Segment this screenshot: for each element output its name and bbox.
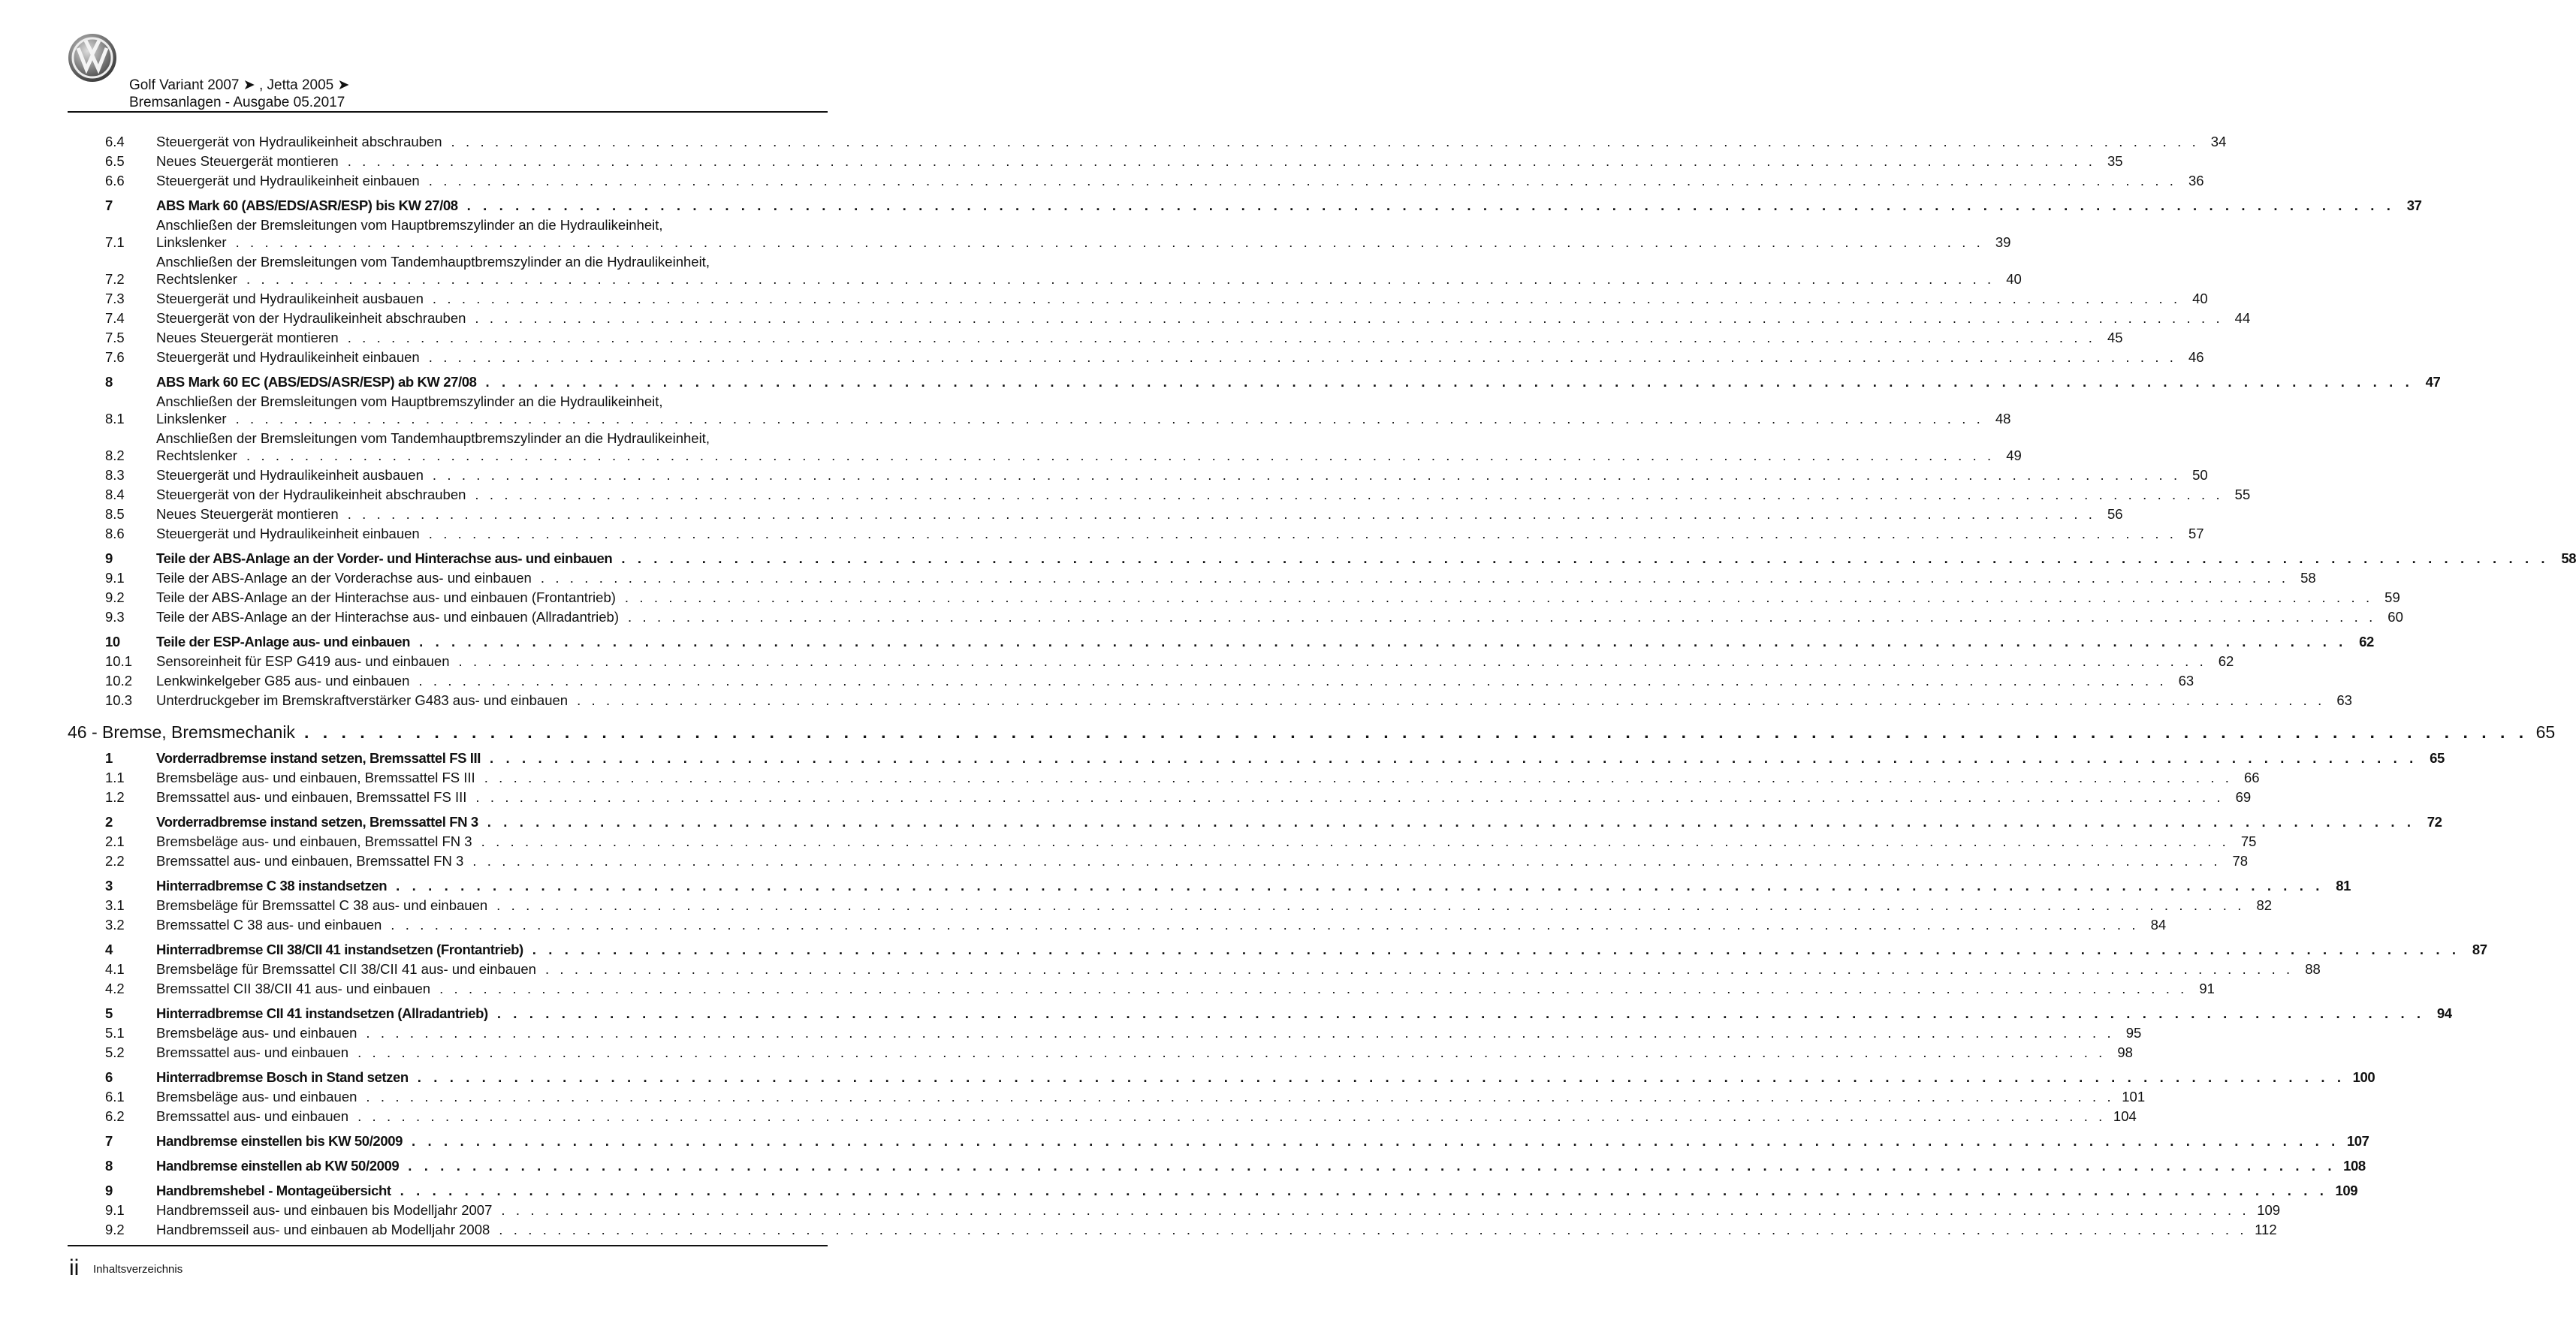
dot-leader: . . . . . . . . . . . . . . . . . . . . . . . . . . . . . . . . . . . . . . . . . . . . . . . . . . . . . . . . . . . . . . . . . . . . . . . . . . . . . . . . . . . . . . . . . . . . . . . . . . . . . . . . . . . . . . . . . . . . . . . . bbox=[532, 942, 2460, 957]
footer-title: Inhaltsverzeichnis bbox=[93, 1263, 183, 1276]
toc-entry[interactable] bbox=[105, 832, 2257, 851]
entry-title: Vorderradbremse instand setzen, Bremssattel FS III bbox=[156, 750, 481, 766]
dot-leader: . . . . . . . . . . . . . . . . . . . . . . . . . . . . . . . . . . . . . . . . . . . . . . . . . . . . . . . . . . . . . . . . . . . . . . . . . . . . . . . . . . . . . . . . . . . . . . . . . . . . . . . . . . . . . . . . . . . . . . . . bbox=[408, 1158, 2336, 1174]
toc-entry[interactable] bbox=[105, 979, 2215, 999]
dot-leader: . . . . . . . . . . . . . . . . . . . . . . . . . . . . . . . . . . . . . . . . . . . . . . . . . . . . . . . . . . . . . . . . . . . . . . . . . . . . . . . . . . . . . . . . . . . . . . . . . . . . . . . . . . . . . . . . . . . . . . . . bbox=[357, 1108, 2106, 1124]
toc-entry[interactable] bbox=[105, 768, 2260, 788]
entry-number: 6 bbox=[105, 1069, 113, 1085]
entry-title: Unterdruckgeber im Bremskraftverstärker G483 aus- und einbauen bbox=[156, 692, 569, 708]
toc-entry[interactable] bbox=[105, 1156, 2366, 1176]
dot-leader: . . . . . . . . . . . . . . . . . . . . . . . . . . . . . . . . . . . . . . . . . . . . . . . . . . . . . . . . . . . . . . . . . . . . . . . . . . . . . . . . . . . . . . . . . . . . . . . . . . . . . . . . . . . . . . . . . . . . . . . . bbox=[246, 448, 1995, 463]
entry-number: 10.3 bbox=[105, 692, 133, 708]
entry-number: 9.3 bbox=[105, 609, 125, 625]
toc-entry[interactable] bbox=[105, 915, 2167, 935]
dot-leader: . . . . . . . . . . . . . . . . . . . . . . . . . . . . . . . . . . . . . . . . . . . . . . . . . . . . . . . . . . . . . . . . . . . . . . . . . . . . . . . . . . . . . . . . . . . . . . . . . . . . . . . . . . . . . . . . . . . . . . . . bbox=[432, 291, 2181, 306]
toc-entry[interactable] bbox=[105, 328, 2123, 348]
dot-leader: . . . . . . . . . . . . . . . . . . . . . . . . . . . . . . . . . . . . . . . . . . . . . . . . . . . . . . . . . . . . . . . . . . . . . . . . . . . . . . . . . . . . . . . . . . . . . . . . . . . . . . . . . . . . . . . . . . . . . . . . bbox=[481, 833, 2230, 849]
entry-page: 49 bbox=[2006, 448, 2022, 463]
entry-title: Teile der ESP-Anlage aus- und einbauen bbox=[156, 634, 411, 649]
entry-page: 107 bbox=[2346, 1133, 2369, 1149]
toc-entry[interactable] bbox=[105, 309, 2251, 328]
page-number: ii bbox=[69, 1255, 80, 1280]
dot-leader: . . . . . . . . . . . . . . . . . . . . . . . . . . . . . . . . . . . . . . . . . . . . . . . . . . . . . . . . . . . . . . . . . . . . . . . . . . . . . . . . . . . . . . . . . . . . . . . . . . . . . . . . . . . . . . . . . . . . . . . . bbox=[490, 750, 2418, 766]
toc-entry[interactable] bbox=[105, 1181, 2358, 1201]
entry-title: Hinterradbremse C 38 instandsetzen bbox=[156, 878, 388, 894]
dot-leader: . . . . . . . . . . . . . . . . . . . . . . . . . . . . . . . . . . . . . . . . . . . . . . . . . . . . . . . . . . . . . . . . . . . . . . . . . . . . . . . . . . . . . . . . . . . . . . . . . . . . . . . . . . . . . . . . . . . . . . . . bbox=[487, 814, 2415, 830]
entry-number: 4 bbox=[105, 942, 113, 957]
entry-page: 63 bbox=[2178, 673, 2194, 689]
entry-number: 8 bbox=[105, 1158, 113, 1174]
dot-leader: . . . . . . . . . . . . . . . . . . . . . . . . . . . . . . . . . . . . . . . . . . . . . . . . . . . . . . . . . . . . . . . . . . . . . . . . . . . . . . . . . . . . . . . . . . . . . . . . . . . . . . . . . . . . . . . . . . . . . . . . bbox=[577, 692, 2325, 708]
entry-page: 81 bbox=[2336, 878, 2351, 894]
dot-leader: . . . . . . . . . . . . . . . . . . . . . . . . . . . . . . . . . . . . . . . . . . . . . . . . . . . . . . . . . . . . . . . . . . . . . . . . . . . . . . . . . . . . . . . . . . . . . . . . . . . . . . . . . . . . . . . . . . . . . . . . bbox=[475, 487, 2224, 502]
entry-title: Handbremse einstellen bis KW 50/2009 bbox=[156, 1133, 403, 1149]
entry-page: 60 bbox=[2387, 609, 2403, 625]
entry-page: 35 bbox=[2107, 153, 2123, 169]
entry-number: 1.1 bbox=[105, 770, 125, 785]
toc-entry[interactable] bbox=[105, 568, 2316, 588]
toc-entry[interactable] bbox=[105, 1004, 2452, 1023]
toc-entry[interactable] bbox=[105, 1107, 2137, 1126]
entry-number: 2.2 bbox=[105, 853, 125, 869]
entry-title: Steuergerät von Hydraulikeinheit abschrauben bbox=[156, 134, 442, 149]
entry-number: 8.3 bbox=[105, 467, 125, 483]
dot-leader: . . . . . . . . . . . . . . . . . . . . . . . . . . . . . . . . . . . . . . . . . . . . . . . . . . . . . . . . . . . . . . . . . . . . . . . . . . . . . . . . . . . . . . . . . . . . . . . . . . . . . . . . . . . . . . . . . . . . . . . . bbox=[451, 134, 2200, 149]
toc-entry[interactable] bbox=[105, 876, 2351, 896]
dot-leader: . . . . . . . . . . . . . . . . . . . . . . . . . . . . . . . . . . . . . . . . . . . . . . . . . . . . . . . . . . . . . . . . . . . . . . . . . . . . . . . . . . . . . . . . . . . . . . . . . . . . . . . . . . . . . . . . . . . . . . . . bbox=[396, 878, 2324, 894]
toc-entry[interactable] bbox=[105, 252, 2022, 289]
toc-entry[interactable] bbox=[105, 788, 2252, 807]
toc-entry[interactable] bbox=[105, 466, 2208, 485]
toc-entry[interactable] bbox=[105, 485, 2251, 505]
entry-number: 7.1 bbox=[105, 234, 125, 250]
entry-title: Neues Steuergerät montieren bbox=[156, 330, 339, 345]
dot-leader: . . . . . . . . . . . . . . . . . . . . . . . . . . . . . . . . . . . . . . . . . . . . . . . . . . . . . . . . . . . . . . . . . . . . . . . . . . . . . . . . . . . . . . . . . . . . . . . . . . . . . . . . . . . . . . . . . . . . . . . . bbox=[544, 961, 2294, 977]
entry-number: 7 bbox=[105, 1133, 113, 1149]
dot-leader: . . . . . . . . . . . . . . . . . . . . . . . . . . . . . . . . . . . . . . . . . . . . . . . . . . . . . . . . . . . . . . . . . . . . . . . . . . . . . . . . . . . . . . . . . . . . . . . . . . . . . . . . . . . . . . . . . . . . . . . . bbox=[366, 1025, 2115, 1041]
toc-entry[interactable] bbox=[105, 1043, 2133, 1062]
entry-page: 62 bbox=[2218, 653, 2234, 669]
toc-entry[interactable] bbox=[105, 1023, 2142, 1043]
entry-title: Steuergerät und Hydraulikeinheit einbauen bbox=[156, 349, 420, 365]
entry-page: 84 bbox=[2150, 917, 2167, 933]
entry-title: Bremssattel aus- und einbauen bbox=[156, 1044, 349, 1060]
dot-leader: . . . . . . . . . . . . . . . . . . . . . . . . . . . . . . . . . . . . . . . . . . . . . . . . . . . . . . . . . . . . . . . . . . . . . . . . . . . . . . . . . . . . . . . . . . . . . . . . . . . . . . . . . . . . . . . . . . . . . . . . bbox=[496, 1005, 2425, 1021]
toc-entry[interactable] bbox=[105, 812, 2442, 832]
entry-title-line1: Anschließen der Bremsleitungen vom Tandemhauptbremszylinder an die Hydraulikeinheit, bbox=[156, 430, 710, 446]
entry-number: 3.1 bbox=[105, 897, 125, 913]
entry-page: 63 bbox=[2336, 692, 2352, 708]
entry-title: 46 - Bremse, Bremsmechanik bbox=[68, 722, 295, 742]
toc-entry[interactable] bbox=[105, 960, 2321, 979]
toc-entry[interactable] bbox=[105, 549, 2576, 568]
entry-number: 6.5 bbox=[105, 153, 125, 169]
dot-leader: . . . . . . . . . . . . . . . . . . . . . . . . . . . . . . . . . . . . . . . . . . . . . . . . . . . . . . . . . . . . . . . . . . . . . . . . . . . . . . . . . . . . . . . . . . . . . . . . . . . . . . . . . . . . . . . . . . . . . . . . bbox=[418, 673, 2167, 689]
entry-number: 1.2 bbox=[105, 789, 125, 805]
dot-leader: . . . . . . . . . . . . . . . . . . . . . . . . . . . . . . . . . . . . . . . . . . . . . . . . . . . . . . . . . . . . . . . . . . . . . . . . . . . . . . . . . . . . . . . . . . . . . . . . . . . . . . . . . . . . . . . . . . . . . . . . bbox=[475, 789, 2225, 805]
entry-title: Sensoreinheit für ESP G419 aus- und einbauen bbox=[156, 653, 450, 669]
dot-leader: . . . . . . . . . . . . . . . . . . . . . . . . . . . . . . . . . . . . . . . . . . . . . . . . . . . . . . . . . . . . . . . . . . . . . . . . . . . . . . . . . . . . . . . . . . . . . . . . . . . . . . . . . . . . . . . . . . . . . . . . bbox=[432, 467, 2181, 483]
entry-title: Bremsbeläge aus- und einbauen bbox=[156, 1089, 357, 1105]
toc-entry[interactable] bbox=[105, 652, 2234, 671]
entry-title: Rechtslenker bbox=[156, 271, 237, 287]
toc-entry[interactable] bbox=[105, 607, 2403, 627]
entry-page: 69 bbox=[2235, 789, 2252, 805]
entry-title: Rechtslenker bbox=[156, 448, 237, 463]
document-header bbox=[129, 77, 349, 111]
entry-page: 48 bbox=[1995, 411, 2011, 426]
entry-title: Neues Steuergerät montieren bbox=[156, 153, 339, 169]
dot-leader: . . . . . . . . . . . . . . . . . . . . . . . . . . . . . . . . . . . . . . . . . . . . . . . . . . . . . . . . . . . . . . . . . . . . . . . . . . . . . . . . . . . . . . . . . . . . . . . . . . . . . . . . . . . . . . . . . . . . . . . . bbox=[428, 526, 2177, 541]
toc-entry[interactable] bbox=[105, 505, 2123, 524]
toc-entry[interactable] bbox=[105, 1087, 2146, 1107]
dot-leader: . . . . . . . . . . . . . . . . . . . . . . . . . . . . . . . . . . . . . . . . . . . . . . . . . . . . . . . . . . . . . . . . . . . . . . . . . . . . . . . . . . . . . . . . . . . . . . . . . . . . . . . . . . . . . . . . . . . . . . . . bbox=[419, 634, 2347, 649]
entry-title: Steuergerät von der Hydraulikeinheit abschrauben bbox=[156, 487, 466, 502]
entry-number: 7 bbox=[105, 197, 113, 213]
entry-page: 112 bbox=[2255, 1222, 2277, 1237]
entry-number: 2 bbox=[105, 814, 113, 830]
entry-title: Hinterradbremse Bosch in Stand setzen bbox=[156, 1069, 409, 1085]
dot-leader: . . . . . . . . . . . . . . . . . . . . . . . . . . . . . . . . . . . . . . . . . . . . . . . . . . . . . . . . . . . . . . . . . . . . . . . . . . . . . . . . . . . . . . . . . . . . . . . . . . . . . . . . . . . . . . . . . . . . . . . . bbox=[400, 1183, 2328, 1198]
toc-entry[interactable] bbox=[105, 691, 2352, 710]
entry-page: 37 bbox=[2406, 197, 2422, 213]
entry-title: Steuergerät und Hydraulikeinheit einbauen bbox=[156, 526, 420, 541]
dot-leader: . . . . . . . . . . . . . . . . . . . . . . . . . . . . . . . . . . . . . . . . . . . . . . . . . . . . . . . . . . . . . . . . . . . . . . . . . . . . . . . . . . . . . . . . . . . . . . . . . . . . . . . . . . . . . . . . . . . . . . . . bbox=[624, 589, 2373, 605]
toc-entry[interactable] bbox=[105, 152, 2123, 171]
entry-page: 82 bbox=[2256, 897, 2273, 913]
entry-title: Teile der ABS-Anlage an der Hinterachse aus- und einbauen (Frontantrieb) bbox=[156, 589, 616, 605]
dot-leader: . . . . . . . . . . . . . . . . . . . . . . . . . . . . . . . . . . . . . . . . . . . . . . . . . . . . . . . . . . . . . . . . . . . . . . . . . . . . . . . . . . . . . . . . . . . . . . . . . . . . . . . . . . . . . . . . . . . . . . . . bbox=[347, 506, 2096, 522]
entry-title: Bremsbeläge für Bremssattel CII 38/CII 41 aus- und einbauen bbox=[156, 961, 536, 977]
entry-title: Bremsbeläge aus- und einbauen, Bremssattel FN 3 bbox=[156, 833, 472, 849]
dot-leader: . . . . . . . . . . . . . . . . . . . . . . . . . . . . . . . . . . . . . . . . . . . . . . . . . . . . . . . . . . . . . . . . . . . . . . . . . . . . . . . . . . . . . . . . . . . . . . . . . . . . . . . . . . . . . . . . . . . . . . . . bbox=[501, 1202, 2250, 1218]
entry-page: 62 bbox=[2359, 634, 2374, 649]
entry-title: Bremsbeläge aus- und einbauen, Bremssattel FS III bbox=[156, 770, 475, 785]
toc-entry[interactable] bbox=[105, 1201, 2281, 1220]
entry-page: 65 bbox=[2535, 722, 2556, 742]
entry-number: 8.2 bbox=[105, 448, 125, 463]
toc-entry[interactable] bbox=[105, 588, 2400, 607]
entry-page: 40 bbox=[2192, 291, 2208, 306]
toc-entry[interactable] bbox=[105, 348, 2204, 367]
entry-title: Linkslenker bbox=[156, 411, 227, 426]
dot-leader: . . . . . . . . . . . . . . . . . . . . . . . . . . . . . . . . . . . . . . . . . . . . . . . . . . . . . . . . . . . . . . . . . . . . . . . . . . . . . . . . . . . . . . . . . . . . . . . . . . . . . . . . . . . . . . . . . . . . . . . . bbox=[485, 374, 2414, 390]
entry-page: 45 bbox=[2107, 330, 2123, 345]
entry-title: Bremssattel C 38 aus- und einbauen bbox=[156, 917, 382, 933]
entry-title: Steuergerät und Hydraulikeinheit einbauen bbox=[156, 173, 420, 188]
entry-number: 4.1 bbox=[105, 961, 125, 977]
entry-page: 100 bbox=[2352, 1069, 2375, 1085]
header-edition: Bremsanlagen - Ausgabe 05.2017 bbox=[129, 95, 345, 110]
entry-number: 9.1 bbox=[105, 1202, 125, 1218]
entry-title: Bremssattel aus- und einbauen bbox=[156, 1108, 349, 1124]
entry-title: Linkslenker bbox=[156, 234, 227, 250]
entry-number: 7.3 bbox=[105, 291, 125, 306]
header-rule bbox=[68, 111, 828, 113]
entry-page: 57 bbox=[2188, 526, 2204, 541]
dot-leader: . . . . . . . . . . . . . . . . . . . . . . . . . . . . . . . . . . . . . . . . . . . . . . . . . . . . . . . . . . . . . . . . . . . . . . . . . . . . . . . . . . . . . . . . . . . . . . . . . . . . . . . . . . . . . . . . . . . . . . . . bbox=[628, 609, 2376, 625]
vw-logo bbox=[68, 33, 117, 83]
entry-number: 6.1 bbox=[105, 1089, 125, 1105]
dot-leader: . . . . . . . . . . . . . . . . . . . . . . . . . . . . . . . . . . . . . . . . . . . . . . . . . . . . . . . . . . . . . . . . . . . . . . . . . . . . . . . . . . . . . . . . . . . . . . . . . . . . . . . . . . . . . . . . . . . . . . . . bbox=[466, 197, 2395, 213]
entry-title-line1: Anschließen der Bremsleitungen vom Hauptbremszylinder an die Hydraulikeinheit, bbox=[156, 393, 663, 409]
entry-title: Bremssattel aus- und einbauen, Bremssattel FS III bbox=[156, 789, 467, 805]
dot-leader: . . . . . . . . . . . . . . . . . . . . . . . . . . . . . . . . . . . . . . . . . . . . . . . . . . . . . . . . . . . . . . . . . . . . . . . . . . . . . . . . . . . . . . . . . . . . . . . . . . . . . . . . . . . . . . . . . . . . . . . . bbox=[347, 153, 2096, 169]
dot-leader: . . . . . . . . . . . . . . . . . . . . . . . . . . . . . . . . . . . . . . . . . . . . . . . . . . . . . . . . . . . . . . . . . . . . . . . . . . . . . . . . . . . . . . . . . . . . . . . . . . . . . . . . . . . . . . . . . . . . . . . . bbox=[484, 770, 2233, 785]
toc-entry[interactable] bbox=[105, 749, 2445, 768]
dot-leader: . . . . . . . . . . . . . . . . . . . . . . . . . . . . . . . . . . . . . . . . . . . . . . . . . . . . . . . . . . . . . . . . . . . . . . . . . . . . . . . . . . . . . . . . . . . . . . . . . . . . . . . . . . . . . . . . . . . . . . . . bbox=[428, 349, 2177, 365]
entry-number: 9.1 bbox=[105, 570, 125, 586]
toc-entry[interactable] bbox=[105, 1132, 2369, 1151]
entry-number: 6.2 bbox=[105, 1108, 125, 1124]
entry-number: 5.1 bbox=[105, 1025, 125, 1041]
dot-leader: . . . . . . . . . . . . . . . . . . . . . . . . . . . . . . . . . . . . . . . . . . . . . . . . . . . . . . . . . . . . . . . . . . . . . . . . . . . . . . . . . . . . . . . . . . . . . . . . . . . . . . . . . . . . . . . . . . . . . . . . bbox=[439, 981, 2188, 996]
toc-entry[interactable] bbox=[105, 392, 2011, 429]
entry-number: 9.2 bbox=[105, 589, 125, 605]
entry-page: 88 bbox=[2305, 961, 2321, 977]
entry-page: 104 bbox=[2113, 1108, 2137, 1124]
entry-title: Bremsbeläge für Bremssattel C 38 aus- und einbauen bbox=[156, 897, 488, 913]
entry-page: 58 bbox=[2300, 570, 2316, 586]
dot-leader: . . . . . . . . . . . . . . . . . . . . . . . . . . . . . . . . . . . . . . . . . . . . . . . . . . . . . . . . . . . . . . . . . . . . . . . . . . . . . . . . . . . . . . . . . . . . . . . . . . . . . . . . . . . . . . . . . . . . . . . . bbox=[540, 570, 2289, 586]
entry-number: 8.6 bbox=[105, 526, 125, 541]
toc-entry[interactable] bbox=[105, 940, 2487, 960]
entry-title: ABS Mark 60 (ABS/EDS/ASR/ESP) bis KW 27/08 bbox=[156, 197, 458, 213]
toc-entry[interactable] bbox=[105, 896, 2273, 915]
entry-title: Teile der ABS-Anlage an der Vorder- und Hinterachse aus- und einbauen bbox=[156, 550, 613, 566]
entry-page: 39 bbox=[1995, 234, 2011, 250]
toc-entry[interactable] bbox=[105, 671, 2194, 691]
entry-title: Steuergerät und Hydraulikeinheit ausbauen bbox=[156, 467, 424, 483]
entry-page: 108 bbox=[2343, 1158, 2366, 1174]
dot-leader: . . . . . . . . . . . . . . . . . . . . . . . . . . . . . . . . . . . . . . . . . . . . . . . . . . . . . . . . . . . . . . . . . . . . . . . . . . . . . . . . . . . . . . . . . . . . . . . . . . . . . . . . . . . . . . . . . . . . . . . . bbox=[347, 330, 2096, 345]
entry-number: 7.4 bbox=[105, 310, 125, 326]
entry-title: Handbremsseil aus- und einbauen ab Modelljahr 2008 bbox=[156, 1222, 490, 1237]
footer-rule bbox=[68, 1245, 828, 1246]
entry-page: 36 bbox=[2188, 173, 2204, 188]
entry-page: 59 bbox=[2384, 589, 2400, 605]
toc-entry[interactable] bbox=[105, 171, 2204, 191]
entry-page: 44 bbox=[2234, 310, 2251, 326]
entry-number: 10.1 bbox=[105, 653, 133, 669]
entry-number: 10 bbox=[105, 634, 120, 649]
entry-page: 72 bbox=[2427, 814, 2442, 830]
entry-number: 2.1 bbox=[105, 833, 125, 849]
entry-page: 46 bbox=[2188, 349, 2204, 365]
entry-title: Steuergerät von der Hydraulikeinheit abschrauben bbox=[156, 310, 466, 326]
toc-chapter[interactable] bbox=[68, 721, 2556, 743]
dot-leader: . . . . . . . . . . . . . . . . . . . . . . . . . . . . . . . . . . . . . . . . . . . . . . . . . . . . . . . . . . . . . . . . . . . . . . . . . . . . . . . . . . . . . . . . . . . . . . . . . . . . . . . . . . . . . . . . . . . . . . . . bbox=[458, 653, 2207, 669]
entry-number: 9 bbox=[105, 1183, 113, 1198]
dot-leader: . . . . . . . . . . . . . . . . . . . . . . . . . . . . . . . . . . . . . . . . . . . . . . . . . . . . . . . . . . . . . . . . . . . . . . . . . . . . . . . . . . . . . . . . . . . . . . . . . . . . . . . . . . . . . . . . . . . . . . . . bbox=[428, 173, 2177, 188]
entry-title: Bremssattel CII 38/CII 41 aus- und einbauen bbox=[156, 981, 431, 996]
entry-page: 75 bbox=[2240, 833, 2257, 849]
entry-page: 65 bbox=[2430, 750, 2445, 766]
entry-page: 78 bbox=[2232, 853, 2249, 869]
entry-number: 8.1 bbox=[105, 411, 125, 426]
entry-title: Hinterradbremse CII 38/CII 41 instandsetzen (Frontantrieb) bbox=[156, 942, 523, 957]
entry-page: 94 bbox=[2436, 1005, 2452, 1021]
entry-title-line1: Anschließen der Bremsleitungen vom Tandemhauptbremszylinder an die Hydraulikeinheit, bbox=[156, 254, 710, 270]
toc-entry[interactable] bbox=[105, 215, 2011, 252]
entry-title: Hinterradbremse CII 41 instandsetzen (Allradantrieb) bbox=[156, 1005, 488, 1021]
entry-title: Handbremse einstellen ab KW 50/2009 bbox=[156, 1158, 400, 1174]
entry-title: Bremsbeläge aus- und einbauen bbox=[156, 1025, 357, 1041]
entry-page: 34 bbox=[2210, 134, 2227, 149]
entry-title-line1: Anschließen der Bremsleitungen vom Hauptbremszylinder an die Hydraulikeinheit, bbox=[156, 217, 663, 233]
entry-title: Teile der ABS-Anlage an der Hinterachse aus- und einbauen (Allradantrieb) bbox=[156, 609, 620, 625]
entry-page: 98 bbox=[2117, 1044, 2133, 1060]
entry-number: 4.2 bbox=[105, 981, 125, 996]
entry-number: 7.6 bbox=[105, 349, 125, 365]
dot-leader: . . . . . . . . . . . . . . . . . . . . . . . . . . . . . . . . . . . . . . . . . . . . . . . . . . . . . . . . . . . . . . . . . . . . . . . . . . . . . . . . . . . . . . . . . . . . . . . . . . . . . . . . . . . . . . . . . . . . . . . . bbox=[412, 1133, 2339, 1149]
entry-page: 40 bbox=[2006, 271, 2022, 287]
entry-page: 58 bbox=[2561, 550, 2576, 566]
toc-entry[interactable] bbox=[105, 429, 2022, 466]
entry-number: 6.4 bbox=[105, 134, 125, 149]
toc-entry[interactable] bbox=[105, 632, 2374, 652]
entry-number: 1 bbox=[105, 750, 113, 766]
entry-title: Steuergerät und Hydraulikeinheit ausbauen bbox=[156, 291, 424, 306]
entry-number: 10.2 bbox=[105, 673, 133, 689]
dot-leader: . . . . . . . . . . . . . . . . . . . . . . . . . . . . . . . . . . . . . . . . . . . . . . . . . . . . . . . . . . . . . . . . . . . . . . . . . . . . . . . . . . . . . . . . . . . . . . . . . . . . . . . . . . . . . . . . . . . . . . . . bbox=[235, 411, 1984, 426]
entry-page: 55 bbox=[2234, 487, 2251, 502]
dot-leader: . . . . . . . . . . . . . . . . . . . . . . . . . . . . . . . . . . . . . . . . . . . . . . . . . . . . . . . . . . . . . . . . . . . . . . . . . . . . . . . . . . . . . . . . . . . . . . . . . . . . . . . . . . . . . . . . . . . . . . . . bbox=[472, 853, 2222, 869]
entry-number: 8.4 bbox=[105, 487, 125, 502]
entry-page: 109 bbox=[2335, 1183, 2358, 1198]
entry-number: 6.6 bbox=[105, 173, 125, 188]
dot-leader: . . . . . . . . . . . . . . . . . . . . . . . . . . . . . . . . . . . . . . . . . . . . . . . . . . . . . . . . . . . . . . . . . . . . . . . . . . . . . . . . . . . . . . . . . . . . . . . . . . . . . . . . . . . . . . . . . . . . . . . . bbox=[496, 897, 2246, 913]
toc-entry[interactable] bbox=[105, 851, 2249, 871]
entry-number: 3.2 bbox=[105, 917, 125, 933]
dot-leader: . . . . . . . . . . . . . . . . . . . . . . . . . . . . . . . . . . . . . . . . . . . . . . . . . . . . . . . . . . . . . . . . . . . . . . . . . . . . . . . . . . . . . . . . . . . . . . . . . . . . . . . . . . . . . . . . . . . . . . . . bbox=[475, 310, 2224, 326]
entry-title: Handbremshebel - Montageübersicht bbox=[156, 1183, 391, 1198]
entry-title: ABS Mark 60 EC (ABS/EDS/ASR/ESP) ab KW 27/08 bbox=[156, 374, 477, 390]
toc-entry[interactable] bbox=[105, 1068, 2375, 1087]
dot-leader: . . . . . . . . . . . . . . . . . . . . . . . . . . . . . . . . . . . . . . . . . . . . . . . . . . . . . . . . . . . . . . . . . . . . . . . . . . . . . . . . . . . . . . . . . . . . . . . . . . . . . . . . . . . . . . . . . . . . . . . . bbox=[303, 722, 2529, 742]
entry-title: Bremssattel aus- und einbauen, Bremssattel FN 3 bbox=[156, 853, 464, 869]
entry-page: 87 bbox=[2472, 942, 2487, 957]
toc-entry[interactable] bbox=[105, 1220, 2277, 1240]
entry-page: 95 bbox=[2125, 1025, 2142, 1041]
entry-number: 9 bbox=[105, 550, 113, 566]
entry-number: 3 bbox=[105, 878, 113, 894]
dot-leader: . . . . . . . . . . . . . . . . . . . . . . . . . . . . . . . . . . . . . . . . . . . . . . . . . . . . . . . . . . . . . . . . . . . . . . . . . . . . . . . . . . . . . . . . . . . . . . . . . . . . . . . . . . . . . . . . . . . . . . . . bbox=[357, 1044, 2106, 1060]
toc-entry[interactable] bbox=[105, 289, 2208, 309]
entry-number: 9.2 bbox=[105, 1222, 125, 1237]
entry-page: 91 bbox=[2199, 981, 2215, 996]
entry-page: 101 bbox=[2122, 1089, 2146, 1105]
entry-number: 7.2 bbox=[105, 271, 125, 287]
dot-leader: . . . . . . . . . . . . . . . . . . . . . . . . . . . . . . . . . . . . . . . . . . . . . . . . . . . . . . . . . . . . . . . . . . . . . . . . . . . . . . . . . . . . . . . . . . . . . . . . . . . . . . . . . . . . . . . . . . . . . . . . bbox=[417, 1069, 2345, 1085]
dot-leader: . . . . . . . . . . . . . . . . . . . . . . . . . . . . . . . . . . . . . . . . . . . . . . . . . . . . . . . . . . . . . . . . . . . . . . . . . . . . . . . . . . . . . . . . . . . . . . . . . . . . . . . . . . . . . . . . . . . . . . . . bbox=[246, 271, 1995, 287]
header-model: Golf Variant 2007 ➤ , Jetta 2005 ➤ bbox=[129, 77, 350, 93]
entry-page: 109 bbox=[2257, 1202, 2281, 1218]
entry-page: 50 bbox=[2192, 467, 2208, 483]
toc-entry[interactable] bbox=[105, 196, 2422, 215]
entry-number: 5.2 bbox=[105, 1044, 125, 1060]
entry-title: Vorderradbremse instand setzen, Bremssattel FN 3 bbox=[156, 814, 478, 830]
entry-title: Handbremsseil aus- und einbauen bis Modelljahr 2007 bbox=[156, 1202, 493, 1218]
dot-leader: . . . . . . . . . . . . . . . . . . . . . . . . . . . . . . . . . . . . . . . . . . . . . . . . . . . . . . . . . . . . . . . . . . . . . . . . . . . . . . . . . . . . . . . . . . . . . . . . . . . . . . . . . . . . . . . . . . . . . . . . bbox=[391, 917, 2140, 933]
entry-page: 47 bbox=[2425, 374, 2441, 390]
dot-leader: . . . . . . . . . . . . . . . . . . . . . . . . . . . . . . . . . . . . . . . . . . . . . . . . . . . . . . . . . . . . . . . . . . . . . . . . . . . . . . . . . . . . . . . . . . . . . . . . . . . . . . . . . . . . . . . . . . . . . . . . bbox=[499, 1222, 2248, 1237]
dot-leader: . . . . . . . . . . . . . . . . . . . . . . . . . . . . . . . . . . . . . . . . . . . . . . . . . . . . . . . . . . . . . . . . . . . . . . . . . . . . . . . . . . . . . . . . . . . . . . . . . . . . . . . . . . . . . . . . . . . . . . . . bbox=[235, 234, 1984, 250]
toc-entry[interactable] bbox=[105, 132, 2227, 152]
toc-entry[interactable] bbox=[105, 524, 2204, 544]
entry-page: 56 bbox=[2107, 506, 2123, 522]
entry-title: Neues Steuergerät montieren bbox=[156, 506, 339, 522]
entry-title: Lenkwinkelgeber G85 aus- und einbauen bbox=[156, 673, 410, 689]
toc-entry[interactable] bbox=[105, 372, 2441, 392]
dot-leader: . . . . . . . . . . . . . . . . . . . . . . . . . . . . . . . . . . . . . . . . . . . . . . . . . . . . . . . . . . . . . . . . . . . . . . . . . . . . . . . . . . . . . . . . . . . . . . . . . . . . . . . . . . . . . . . . . . . . . . . . bbox=[621, 550, 2550, 566]
dot-leader: . . . . . . . . . . . . . . . . . . . . . . . . . . . . . . . . . . . . . . . . . . . . . . . . . . . . . . . . . . . . . . . . . . . . . . . . . . . . . . . . . . . . . . . . . . . . . . . . . . . . . . . . . . . . . . . . . . . . . . . . bbox=[366, 1089, 2115, 1105]
entry-number: 5 bbox=[105, 1005, 113, 1021]
entry-number: 8 bbox=[105, 374, 113, 390]
table-of-contents bbox=[68, 132, 2576, 1240]
entry-number: 7.5 bbox=[105, 330, 125, 345]
entry-title: Teile der ABS-Anlage an der Vorderachse aus- und einbauen bbox=[156, 570, 532, 586]
entry-page: 66 bbox=[2243, 770, 2260, 785]
entry-number: 8.5 bbox=[105, 506, 125, 522]
